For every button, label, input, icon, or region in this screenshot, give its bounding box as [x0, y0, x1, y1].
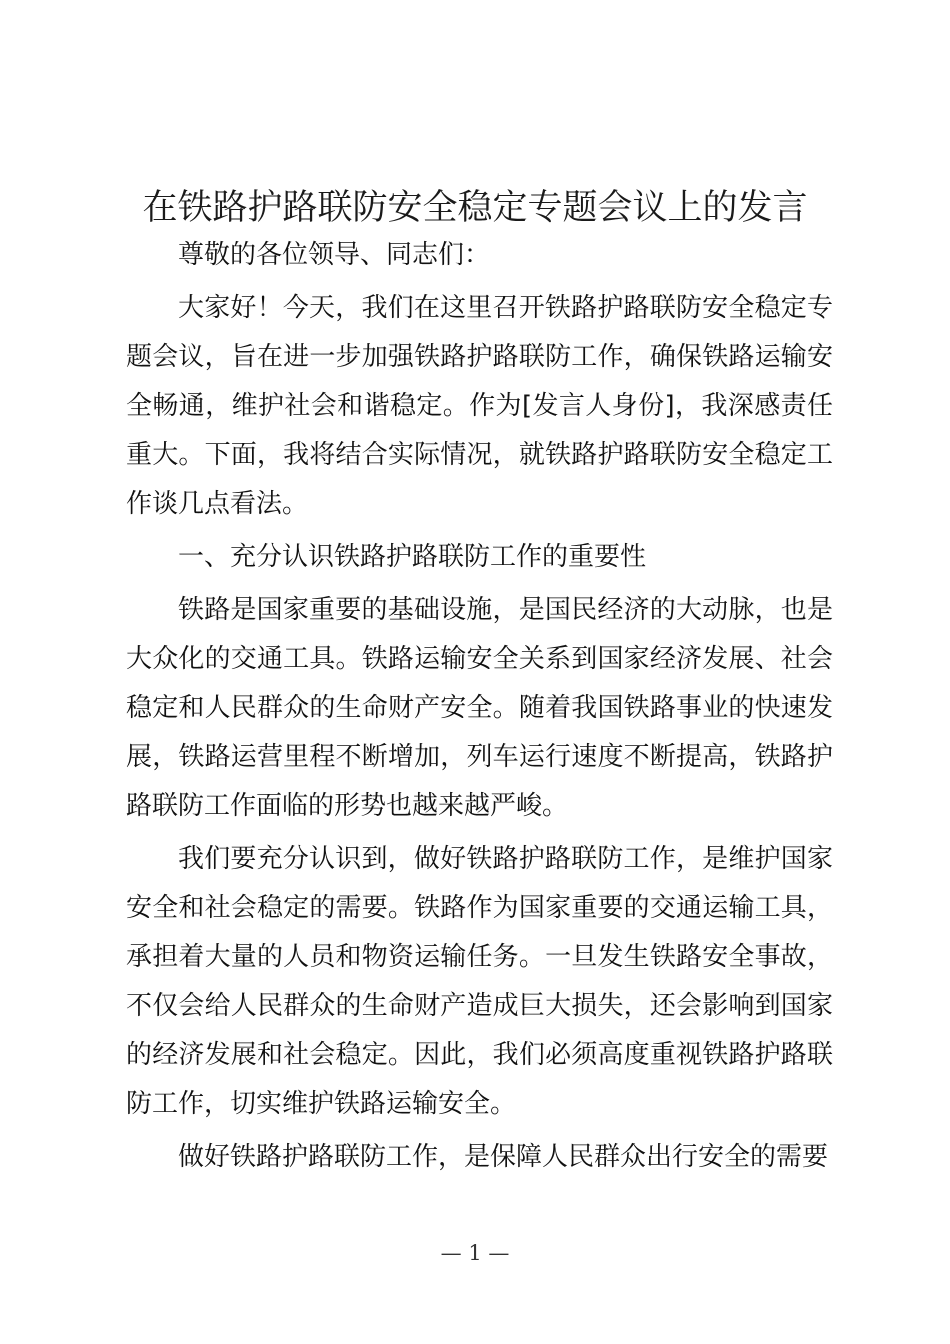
body-paragraph: 我们要充分认识到，做好铁路护路联防工作，是维护国家安全和社会稳定的需要。铁路作为国家重要的交通运输工具，承担着大量的人员和物资运输任务。一旦发生铁路安全事故，不仅会给人民群众的生命财产造成巨大损失，还会影响到国家的经济发展和社会稳定。因此，我们必须高度重视铁路护路联防工作，切实维护铁路运输安全。	[126, 844, 833, 1119]
salutation-paragraph: 尊敬的各位领导、同志们：	[178, 240, 491, 270]
page-number: — 1 —	[440, 1241, 510, 1265]
document-body	[126, 231, 833, 1182]
section-heading: 一、充分认识铁路护路联防工作的重要性	[178, 542, 647, 572]
body-paragraph: 做好铁路护路联防工作，是保障人民群众出行安全的需要	[178, 1142, 829, 1172]
opening-paragraph: 大家好！今天，我们在这里召开铁路护路联防安全稳定专题会议，旨在进一步加强铁路护路联防工作，确保铁路运输安全畅通，维护社会和谐稳定。作为[发言人身份]，我深感责任重大。下面，我将结合实际情况，就铁路护路联防安全稳定工作谈几点看法。	[126, 293, 833, 519]
body-paragraph: 铁路是国家重要的基础设施，是国民经济的大动脉，也是大众化的交通工具。铁路运输安全关系到国家经济发展、社会稳定和人民群众的生命财产安全。随着我国铁路事业的快速发展，铁路运营里程不断增加，列车运行速度不断提高，铁路护路联防工作面临的形势也越来越严峻。	[126, 595, 833, 821]
document-title: 在铁路护路联防安全稳定专题会议上的发言	[142, 188, 808, 228]
